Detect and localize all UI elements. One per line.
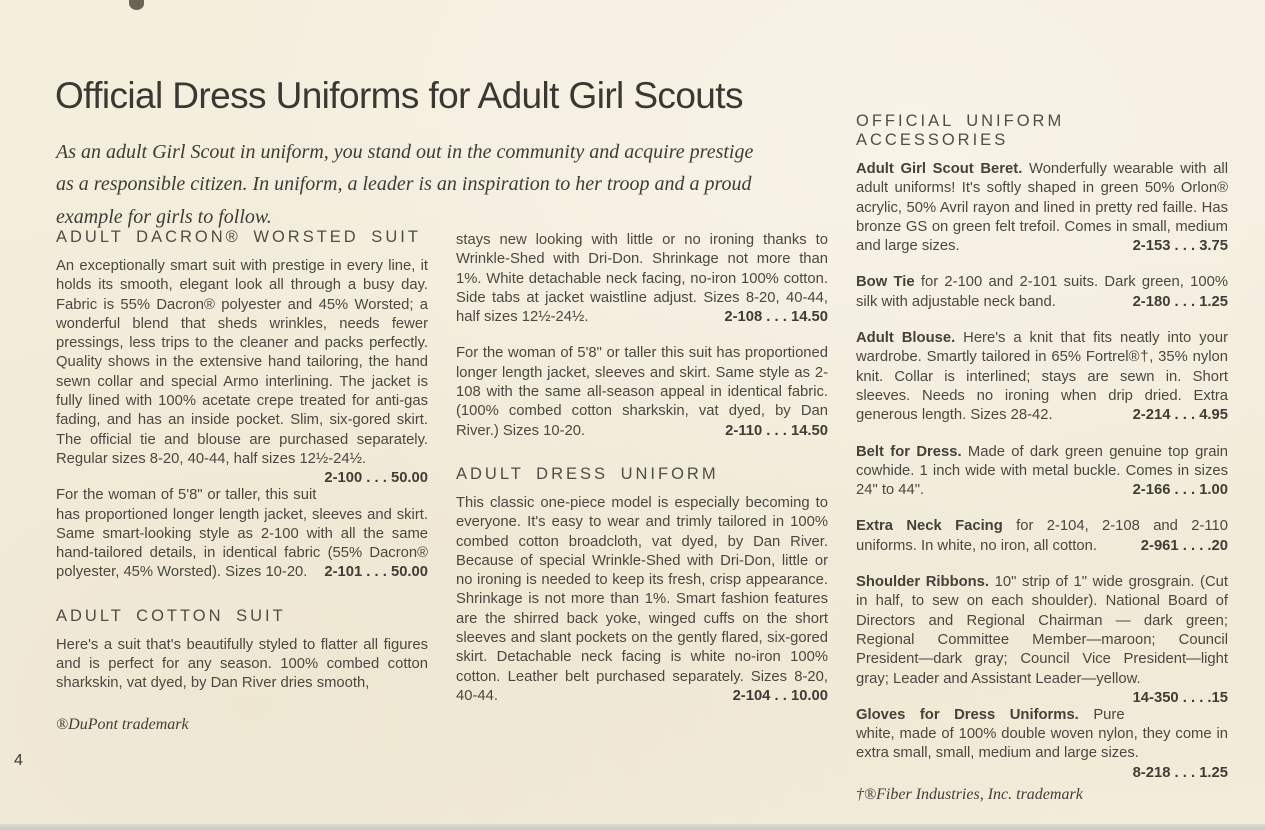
intro-text: As an adult Girl Scout in uniform, you stand out in the community and acquire prestige as a responsible citizen. In uniform, a leader is an inspiration to her troop and a proud example for girls to follow. [56, 141, 754, 228]
accessory-item-bow-tie [856, 273, 1228, 312]
dupont-trademark-footnote: ®DuPont trademark [56, 715, 189, 733]
item-code-price: 2-961 . . . .20 [1140, 537, 1228, 554]
item-code-price: 2-104 . . 10.00 [732, 687, 828, 704]
accessory-item-adult-blouse [856, 329, 1228, 425]
item-code-price: 14-350 . . . .15 [1132, 689, 1228, 706]
item-lead: Adult Blouse. [856, 330, 956, 347]
item-code-price: 2-100 . . . 50.00 [324, 470, 428, 487]
scan-artifact [129, 0, 144, 10]
fiber-industries-trademark-footnote: †®Fiber Industries, Inc. trademark [856, 785, 1083, 803]
item-code-price: 2-110 . . . 14.50 [725, 422, 828, 439]
paragraph-text: 10" strip of 1" wide grosgrain. (Cut in half, to sew on each shoulder). National Board of Directors and Regional Chairman — dark green; Regional Committee Member—maroon; Council President—dark gray; Council Vice President—light gray; Leader and Assistant Leader—yellow. [856, 574, 1228, 687]
paragraph [456, 344, 828, 440]
item-code-price: 2-153 . . . 3.75 [1132, 238, 1228, 255]
paragraph-text: This classic one-piece model is especially becoming to everyone. It's easy to wear and trimly tailored in 100% combed cotton broadcloth, vat dyed, by Dan River. Because of special Wrinkle-Shed with Dri-Don, little or no ironing is needed to keep its fresh, crisp appearance. Shrinkage is not more than 1%. Smart fashion features are the shirred back yoke, winged cuffs on the short sleeves and slant pockets on the gently flared, six-gored skirt. Detachable neck facing is white no-iron 100% cotton. Leather belt purchased separately. Sizes 8-20, 40-44. [456, 494, 828, 704]
paragraph-text: Pure white, made of 100% double woven nylon, they come in extra small, small, medium and large sizes. [856, 706, 1228, 762]
page-number: 4 [14, 752, 23, 769]
section-heading-cotton-suit: ADULT COTTON SUIT [56, 606, 286, 625]
paragraph-text: Made of dark green genuine top grain cowhide. 1 inch wide with metal buckle. Comes in sizes 24" to 44". [856, 443, 1228, 499]
item-code-price: 2-214 . . . 4.95 [1132, 407, 1228, 424]
item-code-price: 2-101 . . . 50.00 [324, 564, 428, 581]
paragraph [56, 636, 428, 694]
accessory-item-shoulder-ribbons [856, 573, 1228, 706]
item-lead: Belt for Dress. [856, 443, 962, 460]
column-middle [456, 228, 828, 723]
item-lead: Extra Neck Facing [856, 518, 1003, 535]
paragraph-text: for 2-104, 2-108 and 2-110 uniforms. In white, no iron, all cotton. [856, 518, 1228, 554]
item-lead: Shoulder Ribbons. [856, 574, 990, 591]
column-left [56, 228, 428, 734]
paragraph-text: An exceptionally smart suit with prestige in every line, it holds its smooth, elegant look all through a busy day. Fabric is 55% Dacron® polyester and 45% Worsted; a wonderful blend that sheds wrinkles, needs fewer pressings, less trips to the cleaner and packs perfectly. Quality shows in the extensive hand tailoring, the hand sewn collar and special Armo interlining. The jacket is fully lined with 100% acetate crepe treated for anti-gas fading, and has an inside pocket. Slim, six-gored skirt. The official tie and blouse are purchased separately. Regular sizes 8-20, 40-44, half sizes 12½-24½. [56, 258, 428, 467]
paragraph-text: For the woman of 5'8" or taller this suit has proportioned longer length jacket, sleeves and skirt. Same style as 2-108 with the same all-season appeal in identical fabric. (100% combed cotton sharkskin, vat dyed, by Dan River.) Sizes 10-20. [456, 345, 828, 439]
item-code-price: 2-180 . . . 1.25 [1132, 293, 1228, 310]
paragraph-text: for 2-100 and 2-101 suits. Dark green, 100% silk with adjustable neck band. [856, 274, 1228, 310]
paragraph-text: Here's a knit that fits neatly into your wardrobe. Smartly tailored in 65% Fortrel®†, 35% nylon knit. Collar is interlined; stays are sewn in. Short sleeves. Needs no ironing when drip dried. Extra generous length. Sizes 28-42. [856, 330, 1228, 424]
accessory-item-beret [856, 160, 1228, 256]
accessory-item-gloves [856, 706, 1228, 781]
item-code-price: 2-166 . . . 1.00 [1132, 482, 1228, 499]
scan-edge-shadow [0, 824, 1265, 830]
item-code-price: 2-108 . . . 14.50 [724, 309, 828, 326]
column-right [856, 112, 1228, 804]
accessory-item-neck-facing [856, 517, 1228, 556]
item-lead: Gloves for Dress Uniforms. [856, 706, 1079, 723]
paragraph [56, 257, 428, 487]
paragraph [456, 494, 828, 706]
paragraph [456, 231, 828, 327]
section-heading-dacron-worsted-suit: ADULT DACRON® WORSTED SUIT [56, 228, 421, 246]
page-title: Official Dress Uniforms for Adult Girl Scouts [55, 74, 743, 116]
paragraph-text: For the woman of 5'8" or taller, this suit has proportioned longer length jacket, sleeves and skirt. Same smart-looking style as 2-100 with all the same hand-tailored details, in identical fabric (55% Dacron® polyester, 45% Worsted). Sizes 10-20. [56, 487, 428, 581]
paragraph-text: Here's a suit that's beautifully styled to flatter all figures and is perfect for any season. 100% combed cotton sharkskin, vat dyed, by Dan River dries smooth, [56, 636, 428, 692]
section-heading-adult-dress-uniform: ADULT DRESS UNIFORM [456, 464, 719, 483]
paragraph [56, 486, 428, 582]
section-heading-accessories: OFFICIAL UNIFORM ACCESSORIES [856, 112, 1065, 149]
item-code-price: 8-218 . . . 1.25 [1132, 764, 1228, 781]
paragraph-text: stays new looking with little or no ironing thanks to Wrinkle-Shed with Dri-Don. Shrinkage not more than 1%. White detachable neck facing, no-iron 100% cotton. Side tabs at jacket waistline adjust. Sizes 8-20, 40-44, half sizes 12½-24½. [456, 232, 828, 326]
paragraph-text: Wonderfully wearable with all adult uniforms! It's softly shaped in green 50% Orlon® acrylic, 50% Avril rayon and lined in pretty red faille. Has bronze GS on green felt trefoil. Comes in small, medium and large sizes. [856, 161, 1229, 255]
item-lead: Adult Girl Scout Beret. [856, 161, 1023, 177]
accessory-item-belt [856, 443, 1228, 501]
item-lead: Bow Tie [856, 274, 915, 291]
